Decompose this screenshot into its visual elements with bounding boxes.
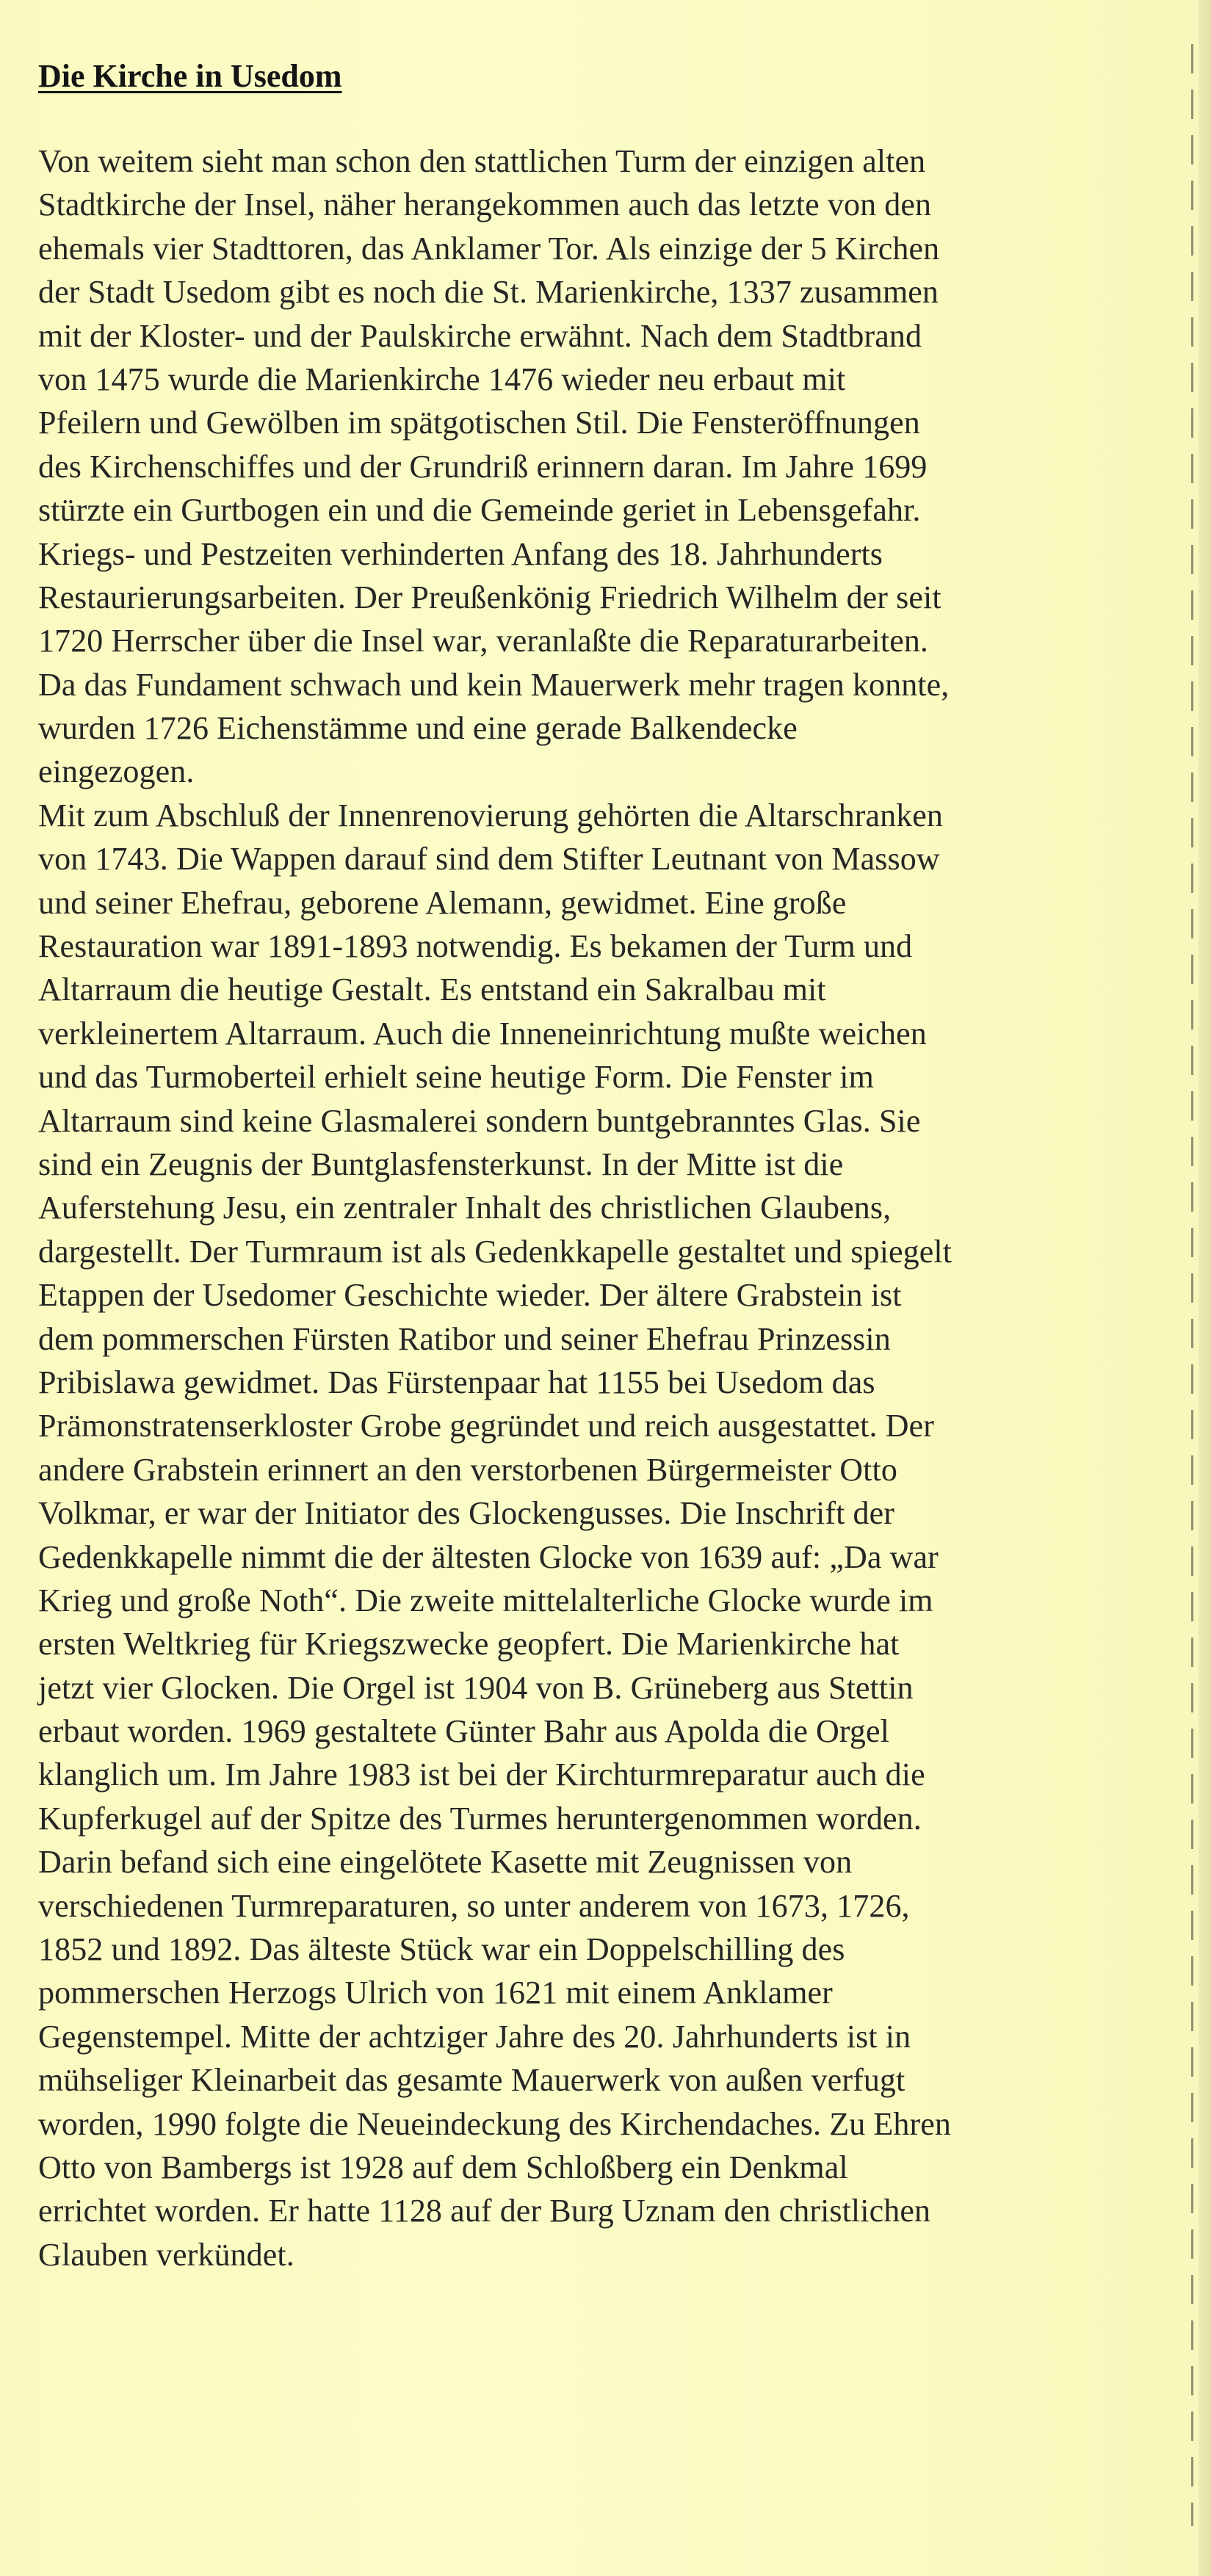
text-line: Prämonstratenserkloster Grobe gegründet und reich ausgestattet. Der — [38, 1408, 934, 1444]
text-line: mit der Kloster- und der Paulskirche erwähnt. Nach dem Stadtbrand — [38, 317, 922, 354]
text-line: Auferstehung Jesu, ein zentraler Inhalt des christlichen Glaubens, — [38, 1190, 892, 1226]
text-line: Kupferkugel auf der Spitze des Turmes heruntergenommen worden. — [38, 1800, 922, 1837]
text-line: Von weitem sieht man schon den stattlichen Turm der einzigen alten — [38, 143, 926, 179]
text-line: jetzt vier Glocken. Die Orgel ist 1904 von B. Grüneberg aus Stettin — [38, 1669, 914, 1706]
text-line: dem pommerschen Fürsten Ratibor und seiner Ehefrau Prinzessin — [38, 1320, 891, 1357]
text-line: Gegenstempel. Mitte der achtziger Jahre des 20. Jahrhunderts ist in — [38, 2018, 911, 2055]
text-line: worden, 1990 folgte die Neueindeckung des Kirchendaches. Zu Ehren — [38, 2105, 951, 2142]
text-line: Mit zum Abschluß der Innenrenovierung gehörten die Altarschranken — [38, 797, 944, 833]
text-line: und das Turmoberteil erhielt seine heutige Form. Die Fenster im — [38, 1059, 874, 1096]
text-line: Kriegs- und Pestzeiten verhinderten Anfang des 18. Jahrhunderts — [38, 535, 883, 572]
text-line: von 1475 wurde die Marienkirche 1476 wieder neu erbaut mit — [38, 361, 846, 397]
text-line: Da das Fundament schwach und kein Mauerwerk mehr tragen konnte, — [38, 666, 950, 703]
text-line: mühseliger Kleinarbeit das gesamte Mauerwerk von außen verfugt — [38, 2062, 905, 2099]
text-line: ehemals vier Stadttoren, das Anklamer Tor. Als einzige der 5 Kirchen — [38, 230, 940, 267]
text-line: stürzte ein Gurtbogen ein und die Gemeinde geriet in Lebensgefahr. — [38, 492, 921, 529]
text-line: Altarraum sind keine Glasmalerei sondern buntgebranntes Glas. Sie — [38, 1102, 921, 1139]
text-line: errichtet worden. Er hatte 1128 auf der Burg Uznam den christlichen — [38, 2193, 931, 2229]
text-line: 1720 Herrscher über die Insel war, veranlaßte die Reparaturarbeiten. — [38, 623, 929, 659]
text-line: eingezogen. — [38, 753, 195, 790]
text-line: Otto von Bambergs ist 1928 auf dem Schloßberg ein Denkmal — [38, 2149, 848, 2185]
text-line: Stadtkirche der Insel, näher herangekommen auch das letzte von den — [38, 187, 932, 223]
text-line: Krieg und große Noth“. Die zweite mittelalterliche Glocke wurde im — [38, 1582, 933, 1618]
text-line: sind ein Zeugnis der Buntglasfensterkunst. In der Mitte ist die — [38, 1146, 844, 1182]
text-line: verkleinertem Altarraum. Auch die Inneneinrichtung mußte weichen — [38, 1015, 927, 1052]
text-line: klanglich um. Im Jahre 1983 ist bei der Kirchturmreparatur auch die — [38, 1756, 925, 1793]
body-text — [38, 140, 1184, 2276]
text-line: des Kirchenschiffes und der Grundriß erinnern daran. Im Jahre 1699 — [38, 448, 928, 485]
text-line: Darin befand sich eine eingelötete Kasette mit Zeugnissen von — [38, 1844, 853, 1881]
text-line: andere Grabstein erinnert an den verstorbenen Bürgermeister Otto — [38, 1451, 897, 1488]
text-line: Altarraum die heutige Gestalt. Es entstand ein Sakralbau mit — [38, 972, 826, 1008]
scan-edge-line — [1191, 44, 1193, 2526]
text-line: Etappen der Usedomer Geschichte wieder. Der ältere Grabstein ist — [38, 1277, 902, 1314]
text-line: Pfeilern und Gewölben im spätgotischen Stil. Die Fensteröffnungen — [38, 405, 920, 441]
text-line: erbaut worden. 1969 gestaltete Günter Bahr aus Apolda die Orgel — [38, 1713, 889, 1750]
text-line: verschiedenen Turmreparaturen, so unter anderem von 1673, 1726, — [38, 1887, 910, 1924]
text-line: pommerschen Herzogs Ulrich von 1621 mit einem Anklamer — [38, 1975, 833, 2011]
text-line: Gedenkkapelle nimmt die der ältesten Glocke von 1639 auf: „Da war — [38, 1538, 939, 1575]
text-line: und seiner Ehefrau, geborene Alemann, gewidmet. Eine große — [38, 884, 847, 921]
document-title: Die Kirche in Usedom — [38, 58, 342, 94]
text-line: wurden 1726 Eichenstämme und eine gerade Balkendecke — [38, 710, 798, 747]
text-line: Restaurierungsarbeiten. Der Preußenkönig Friedrich Wilhelm der seit — [38, 579, 941, 615]
text-line: Glauben verkündet. — [38, 2236, 294, 2273]
text-line: Volkmar, er war der Initiator des Glockengusses. Die Inschrift der — [38, 1495, 895, 1532]
scan-edge-shadow — [1199, 0, 1211, 2576]
text-line: von 1743. Die Wappen darauf sind dem Stifter Leutnant von Massow — [38, 841, 940, 878]
text-line: der Stadt Usedom gibt es noch die St. Marienkirche, 1337 zusammen — [38, 274, 939, 311]
text-line: Pribislawa gewidmet. Das Fürstenpaar hat 1155 bei Usedom das — [38, 1364, 875, 1400]
text-line: dargestellt. Der Turmraum ist als Gedenkkapelle gestaltet und spiegelt — [38, 1233, 952, 1270]
text-line: ersten Weltkrieg für Kriegszwecke geopfert. Die Marienkirche hat — [38, 1626, 900, 1663]
text-line: Restauration war 1891-1893 notwendig. Es bekamen der Turm und — [38, 928, 913, 965]
text-line: 1852 und 1892. Das älteste Stück war ein Doppelschilling des — [38, 1931, 845, 1968]
